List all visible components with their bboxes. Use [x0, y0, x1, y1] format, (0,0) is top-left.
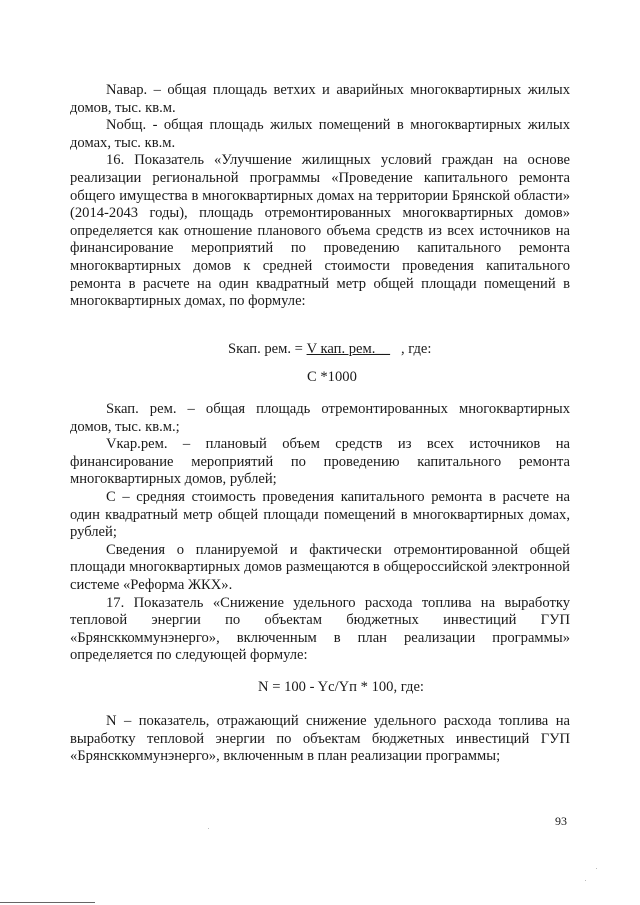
formula-numerator: V кап. рем.__: [306, 341, 390, 357]
formula-skap-rem: [228, 341, 431, 358]
paragraph-reform-zhkh: Сведения о планируемой и фактически отремонтированной общей площади многоквартирных домов размещаются в общероссийской электронной системе «Реформа ЖКХ».: [70, 541, 570, 593]
paragraph-n-definition: N – показатель, отражающий снижение удельного расхода топлива на выработку тепловой энергии по объектам бюджетных инвестиций ГУП «Брянсккоммунэнерго», включенным в план реализации программы;: [70, 713, 570, 765]
intro-section: [70, 82, 570, 311]
scan-speck: [208, 828, 209, 829]
final-section: [70, 713, 570, 766]
paragraph-navar: Nавар. – общая площадь ветхих и аварийных многоквартирных жилых домов, тыс. кв.м.: [70, 82, 570, 116]
scan-edge-line: [0, 902, 95, 903]
definitions-section: [70, 401, 570, 665]
paragraph-nobsh: Nобщ. - общая площадь жилых помещений в многоквартирных жилых домах, тыс. кв.м.: [70, 117, 570, 151]
formula-suffix: , где:: [390, 341, 432, 357]
formula-n: N = 100 - Yс/Yп * 100, где:: [258, 679, 424, 695]
paragraph-item-16: 16. Показатель «Улучшение жилищных условий граждан на основе реализации региональной программы «Проведение капитального ремонта общего имущества в многоквартирных домах на территории Брянской области» (2014-2043 годы), площадь отремонтированных многоквартирных домов» определяется как отношение планового объема средств из всех источников на финансирование мероприятий по проведению капитального ремонта многоквартирных домов к средней стоимости проведения капитального ремонта в расчете на один квадратный метр общей площади помещений в многоквартирных домах, по формуле:: [70, 152, 570, 310]
definition-skap-rem: Sкап. рем. – общая площадь отремонтированных многоквартирных домов, тыс. кв.м.;: [70, 401, 570, 435]
formula-lhs: Sкап. рем. =: [228, 341, 307, 357]
formula-denominator: C *1000: [307, 369, 357, 385]
definition-vkap-rem: Vкар.рем. – плановый объем средств из всех источников на финансирование мероприятий по проведению капитального ремонта многоквартирных домов, рублей;: [70, 436, 570, 488]
paragraph-item-17: 17. Показатель «Снижение удельного расхода топлива на выработку тепловой энергии по объектам бюджетных инвестиций ГУП «Брянсккоммунэнерго», включенным в план реализации программы» определяется по следующей формуле:: [70, 594, 570, 664]
definition-c: С – средняя стоимость проведения капитального ремонта в расчете на один квадратный метр общей площади помещений в многоквартирных домах, рублей;: [70, 488, 570, 541]
page-number: 93: [555, 814, 567, 828]
scan-speck: [585, 880, 586, 881]
scan-speck: [596, 868, 597, 869]
